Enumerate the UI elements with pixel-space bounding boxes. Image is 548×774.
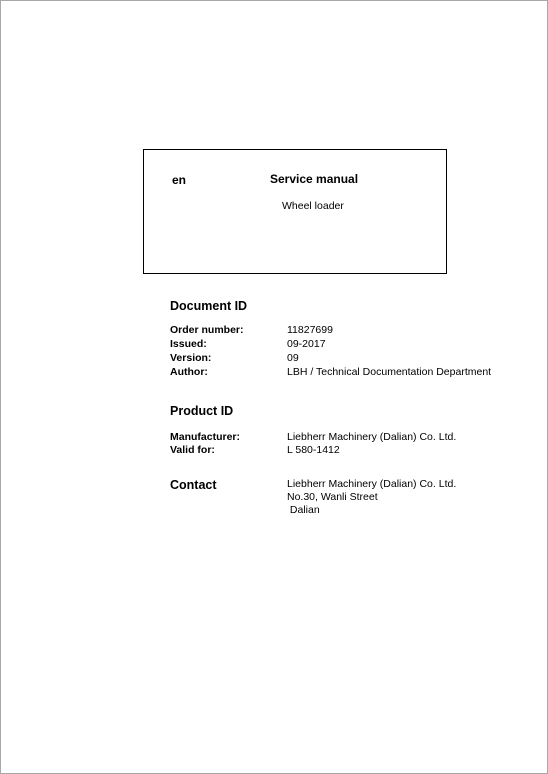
field-label: Issued:	[170, 338, 207, 350]
contact-heading: Contact	[170, 478, 217, 492]
language-code: en	[172, 173, 187, 187]
field-value: Liebherr Machinery (Dalian) Co. Ltd.	[287, 431, 457, 443]
field-label: Valid for:	[170, 444, 215, 456]
document-subtitle: Wheel loader	[282, 200, 344, 212]
field-value: LBH / Technical Documentation Department	[287, 366, 492, 378]
field-value: L 580-1412	[287, 444, 340, 456]
field-label: Manufacturer:	[170, 431, 241, 443]
field-label: Order number:	[170, 324, 244, 336]
field-value: 11827699	[287, 324, 333, 336]
field-label: Author:	[170, 366, 208, 378]
product-id-heading: Product ID	[170, 404, 234, 418]
contact-line: Liebherr Machinery (Dalian) Co. Ltd.	[287, 478, 457, 490]
title-box	[143, 149, 447, 274]
document-title: Service manual	[270, 172, 359, 186]
contact-line: Dalian	[287, 504, 320, 516]
contact-line: No.30, Wanli Street	[287, 491, 378, 503]
document-id-heading: Document ID	[170, 299, 248, 313]
field-value: 09-2017	[287, 338, 326, 350]
field-value: 09	[287, 352, 299, 364]
field-label: Version:	[170, 352, 212, 364]
